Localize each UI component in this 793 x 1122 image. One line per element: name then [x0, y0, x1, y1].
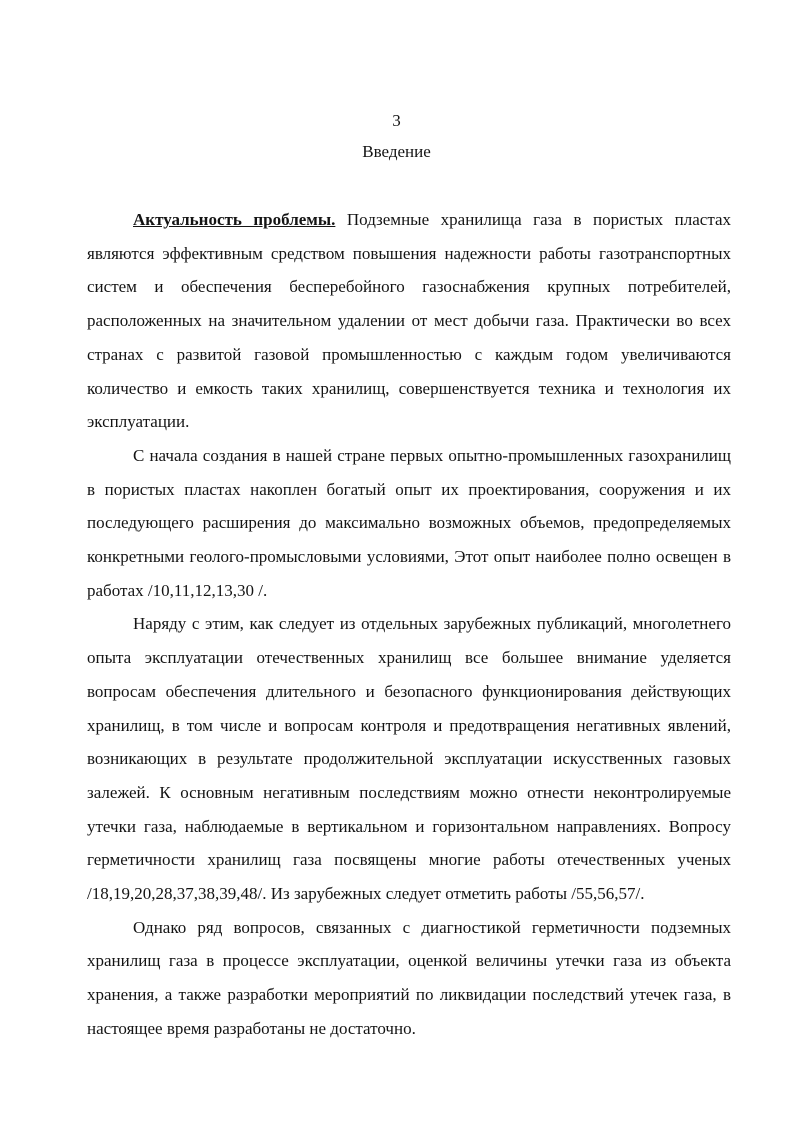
- paragraph-text: Однако ряд вопросов, связанных с диагностикой герметичности подземных хранилищ газа в процессе эксплуатации, оценкой величины утечки газа из объекта хранения, а также разработки мероприятий по ликвидации последствий утечек газа, в настоящее время разработаны не достаточно.: [87, 917, 731, 1038]
- paragraph-text: Наряду с этим, как следует из отдельных зарубежных публикаций, многолетнего опыта эксплуатации отечественных хранилищ все большее внимание уделяется вопросам обеспечения длительного и безопасного функционирования действующих хранилищ, в том числе и вопросам контроля и предотвращения негативных явлений, возникающих в результате продолжительной эксплуатации искусственных газовых залежей. К основным негативным последствиям можно отнести неконтролируемые утечки газа, наблюдаемые в вертикальном и горизонтальном направлениях. Вопросу герметичности хранилищ газа посвящены многие работы отечественных ученых /18,19,20,28,37,38,39,48/. Из зарубежных следует отметить работы /55,56,57/.: [87, 614, 731, 904]
- paragraph-open-questions: [87, 911, 731, 1046]
- paragraph-text: С начала создания в нашей стране первых опытно-промышленных газохранилищ в пористых пластах накоплен богатый опыт их проектирования, сооружения и их последующего расширения до максимально возможных объемов, предопределяемых конкретными геолого-промысловыми условиями, Этот опыт наиболее полно освещен в работах /10,11,12,13,30 /.: [87, 445, 731, 600]
- page-number: 3: [392, 111, 401, 130]
- paragraph-foreign-experience: [87, 607, 731, 910]
- paragraph-history: [87, 439, 731, 608]
- paragraph-lead: Актуальность проблемы.: [133, 210, 336, 229]
- paragraph-relevance: [87, 203, 731, 439]
- body-text: [87, 203, 731, 1046]
- paragraph-text: Подземные хранилища газа в пористых пластах являются эффективным средством повышения надежности работы газотранспортных систем и обеспечения бесперебойного газоснабжения крупных потребителей, расположенных на значительном удалении от мест добычи газа. Практически во всех странах с развитой газовой промышленностью с каждым годом увеличиваются количество и емкость таких хранилищ, совершенствуется техника и технология их эксплуатации.: [87, 210, 731, 432]
- section-heading: Введение: [362, 142, 431, 161]
